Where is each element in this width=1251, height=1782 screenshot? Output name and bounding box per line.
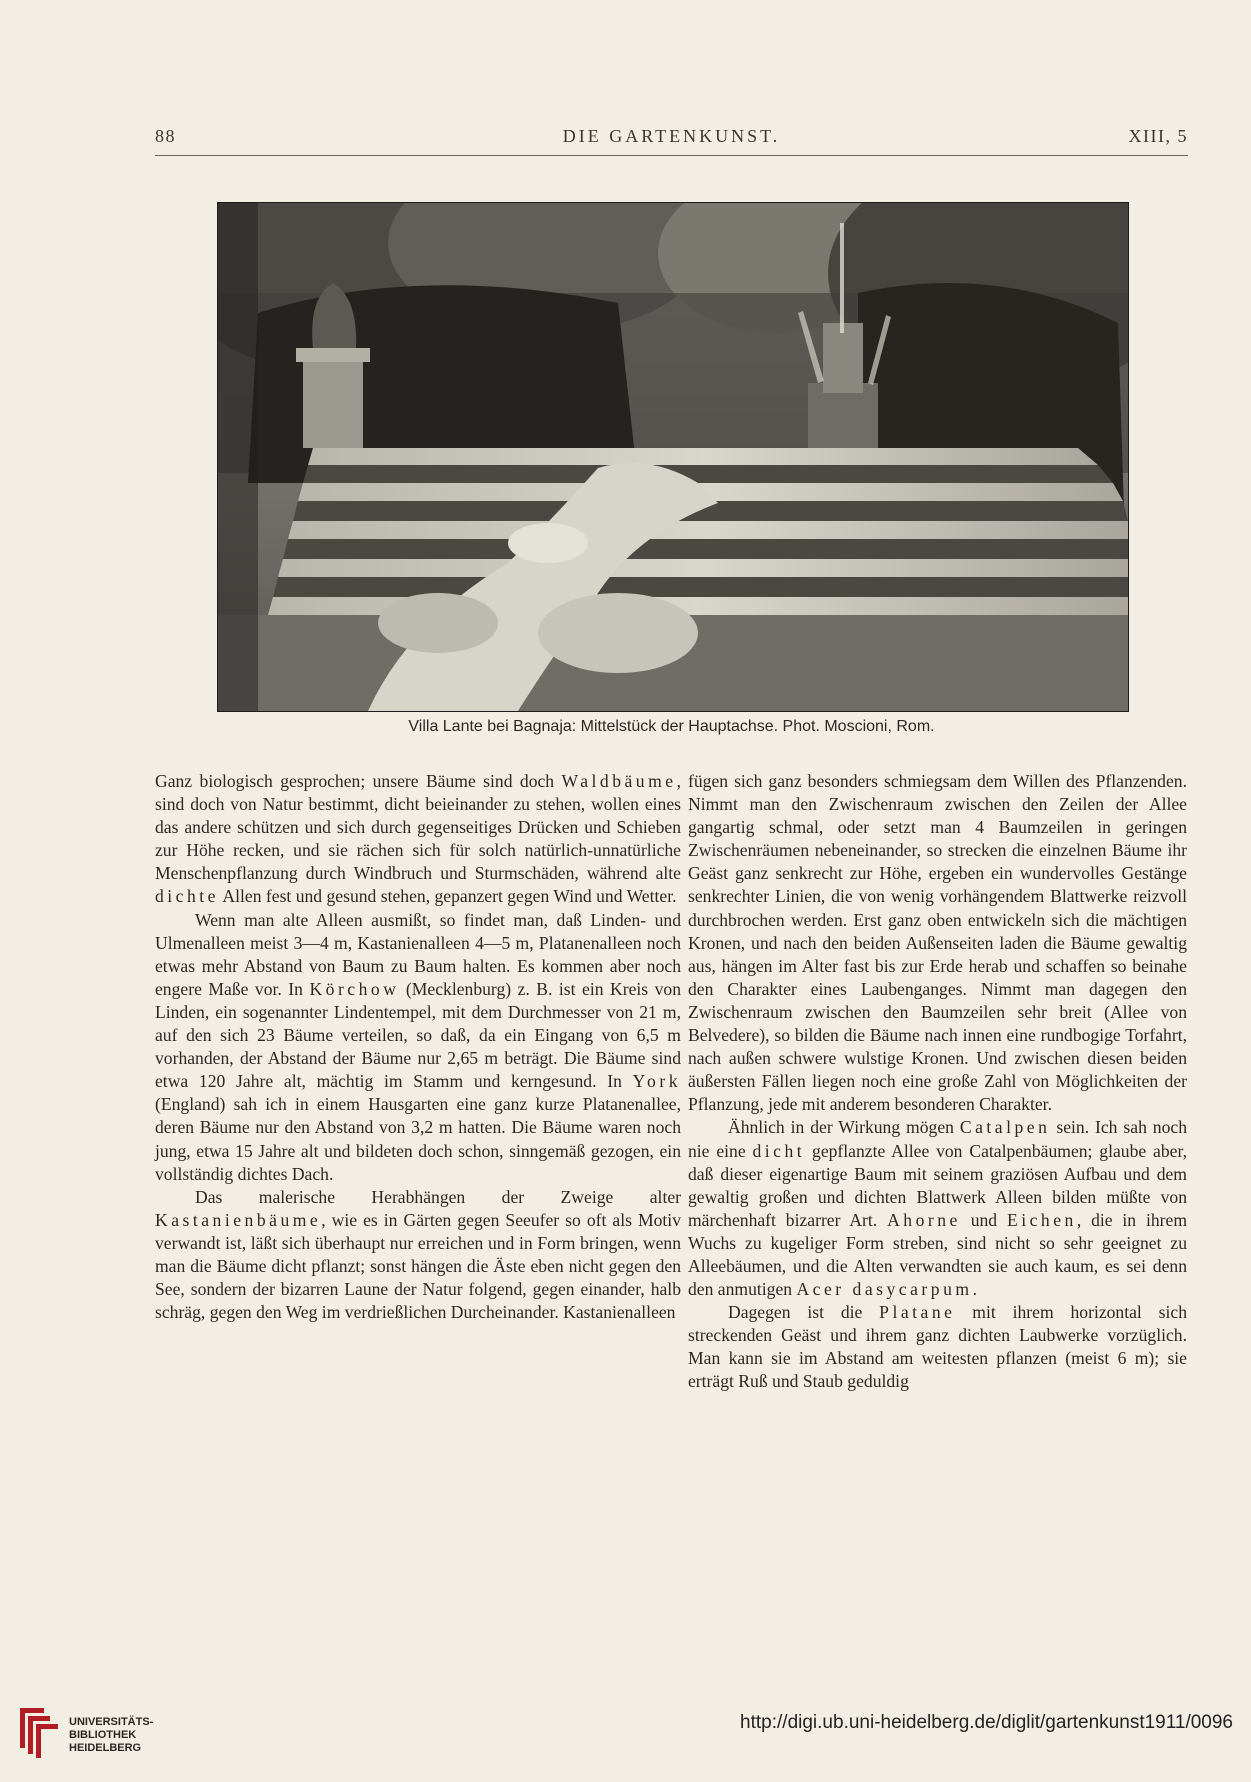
logo-line-3: HEIDELBERG	[69, 1742, 142, 1754]
text-run: und	[960, 1209, 1007, 1230]
left-paragraph-2	[155, 909, 681, 1186]
text-run: gepflanzte Allee von Catalpenbäumen; glaube aber, daß dieser eigenartige Baum mit seinem graziösen Aufbau und dem gewaltig großen und dichten Blattwerk Alleen bilden müßte von märchenhaft bizarrer Art.	[688, 1140, 1187, 1230]
photo-illustration	[218, 203, 1128, 711]
page-number: 88	[155, 126, 176, 146]
spaced-emphasis: dicht	[752, 1140, 806, 1161]
left-paragraph-3	[155, 1186, 681, 1325]
text-run: Dagegen ist die	[728, 1302, 880, 1323]
spaced-emphasis: Platane	[879, 1302, 956, 1323]
header-rule	[155, 155, 1188, 156]
figure-caption: Villa Lante bei Bagnaja: Mittelstück der Hauptachse. Phot. Moscioni, Rom.	[408, 718, 935, 735]
journal-title: DIE GARTENKUNST.	[562, 126, 781, 146]
spaced-emphasis: Waldbäume	[561, 771, 677, 791]
right-column	[688, 770, 1187, 1394]
text-run: (England) sah ich in einem Hausgarten eine ganz kurze Platanenallee, deren Bäume nur den Abstand von 3,2 m hatten. Die Bäume waren noch jung, etwa 15 Jahre alt und bildeten doch schon, sinngemäß gezogen, ein vollständig dichtes Dach.	[155, 1094, 681, 1184]
text-run: fügen sich ganz besonders schmiegsam dem Willen des Pflanzenden. Nimmt man den Zwischenraum zwischen den Zeilen der Allee gangartig schmal, oder setzt man 4 Baumzeilen in geringen Zwischenräumen nebeneinander, so strecken die einzelnen Bäume ihr Geäst ganz senkrecht zur Höhe, ergeben ein wundervolles Gestänge senkrechter Linien, die von wenig vorhängendem Blattwerke reizvoll durchbrochen werden. Erst ganz oben entwickeln sich die mächtigen Kronen, und nach den beiden Außenseiten laden die Bäume gewaltig aus, hängen im Alter fast bis zur Erde herab und schaffen so beinahe den Charakter eines Laubenganges. Nimmt man dagegen den Zwischenraum zwischen den Baumzeilen sehr breit (Allee von Belvedere), so bilden die Bäume nach innen eine rundbogige Torfahrt, nach außen schwere wulstige Kronen. Und zwischen diesen beiden äußersten Fällen liegen noch eine große Zahl von Möglichkeiten der Pflanzung, jede mit anderem besonderen Charakter.	[688, 771, 1187, 1115]
text-run: Das malerische Herabhängen der Zweige alter	[195, 1186, 681, 1207]
text-run: , die in ihrem Wuchs zu kugeliger Form streben, sind nicht so sehr geeignet zu Alleebäumen, und die Alten verwandten sie auch kaum, es sei denn den anmutigen	[688, 1209, 1188, 1300]
left-paragraph-1	[155, 770, 681, 909]
text-run: , wie es in Gärten gegen Seeufer so oft als Motiv verwandt ist, läßt sich überhaupt nur erreichen und in Form bringen, wenn man die Bäume dicht pflanzt; sonst hängen die Äste eben nicht gegen den See, sondern der bizarren Laune der Natur folgend, gegen einander, halb schräg, gegen den Weg im verdrießlichen Durcheinander. Kastanienalleen	[155, 1209, 681, 1323]
right-paragraph-2	[688, 1116, 1187, 1301]
right-paragraph-1	[688, 770, 1187, 1116]
source-url-link[interactable]: http://digi.ub.uni-heidelberg.de/diglit/gartenkunst1911/0096	[740, 1712, 1233, 1733]
text-run: Wenn man alte Alleen ausmißt, so findet man, daß Linden- und Ulmenalleen meist 3—4 m, Kastanienalleen 4—5 m, Platanenalleen noch etwas mehr Abstand von Baum zu Baum halten. Es kommen aber noch engere Maße vor. In	[155, 909, 681, 999]
left-column	[155, 770, 681, 1324]
text-run: (Mecklenburg) z. B. ist ein Kreis von Linden, ein sogenannter Lindentempel, mit dem Durchmesser von 21 m, auf den sich 23 Bäume verteilen, so daß, da ein Eingang von 6,5 m vorhanden, der Abstand der Bäume nur 2,65 m beträgt. Die Bäume sind etwa 120 Jahre alt, mächtig im Stamm und kerngesund. In	[155, 978, 681, 1092]
spaced-emphasis: Catalpen	[959, 1117, 1051, 1138]
text-run: Ganz biologisch gesprochen; unsere Bäume sind doch	[155, 771, 562, 791]
text-run: , sind doch von Natur bestimmt, dicht beieinander zu stehen, wollen eines das andere schützen und sich durch gegenseitiges Drücken und Schieben zur Höhe recken, und sie rächen sich für solch natürlich-unnatürliche Menschenpflanzung durch Windbruch und Sturmschäden, während alte	[155, 771, 681, 884]
spaced-emphasis: Ahorne	[887, 1209, 961, 1230]
spaced-emphasis: Acer dasycarpum	[796, 1279, 973, 1300]
text-run: Ähnlich in der Wirkung mögen	[728, 1117, 960, 1138]
spaced-emphasis: Kastanienbäume	[155, 1209, 322, 1230]
spaced-emphasis: York	[632, 1071, 681, 1092]
logo-line-2: BIBLIOTHEK	[69, 1729, 137, 1741]
text-run: .	[972, 1279, 977, 1300]
text-run: mit ihrem horizontal sich streckenden Geäst und ihrem ganz dichten Laubwerke vorzüglich. Man kann sie im Abstand am weitesten pflanzen (meist 6 m); sie erträgt Ruß und Staub geduldig	[688, 1302, 1187, 1392]
running-header	[155, 118, 1188, 148]
villa-lante-photograph	[217, 202, 1129, 712]
library-name	[69, 1716, 153, 1755]
volume-number: XIII, 5	[1128, 126, 1188, 146]
spaced-emphasis: Eichen	[1006, 1209, 1077, 1230]
text-run: Allen fest und gesund stehen, gepanzert gegen Wind und Wetter.	[219, 886, 677, 907]
right-paragraph-3	[688, 1301, 1187, 1393]
logo-line-1: UNIVERSITÄTS-	[69, 1716, 154, 1728]
spaced-emphasis: dichte	[155, 886, 219, 907]
text-run: sein. Ich sah noch nie eine	[688, 1117, 1187, 1161]
spaced-emphasis: Körchow	[309, 978, 400, 999]
